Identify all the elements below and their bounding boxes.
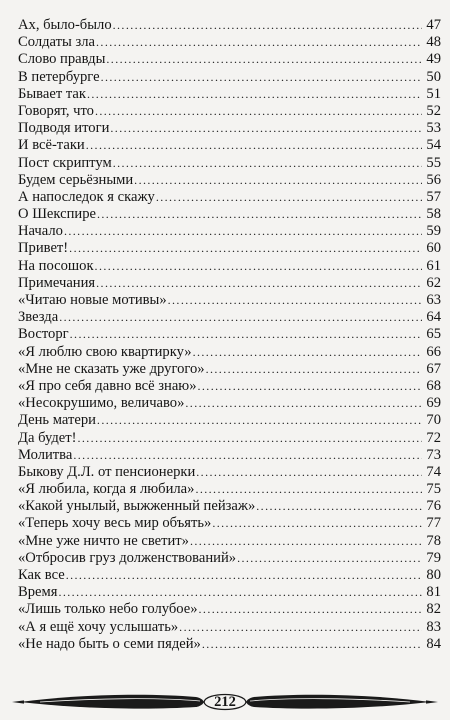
toc-entry-page-number: 67 <box>426 360 441 377</box>
dot-leader <box>156 189 422 206</box>
toc-entry-page-number: 56 <box>426 171 441 188</box>
toc-entry-title: О Шекспире <box>18 206 96 223</box>
toc-entry <box>18 464 441 481</box>
toc-entry <box>18 361 441 378</box>
dot-leader <box>96 34 422 51</box>
toc-entry-page-number: 65 <box>426 326 441 343</box>
dot-leader <box>73 447 422 464</box>
toc-entry <box>18 51 441 68</box>
toc-entry-page-number: 66 <box>426 343 441 360</box>
dot-leader <box>77 430 422 447</box>
toc-entry <box>18 636 441 653</box>
toc-entry-title: Как все <box>18 567 65 583</box>
dot-leader <box>185 395 422 412</box>
toc-entry-title: Подводя итоги <box>18 120 110 137</box>
toc-entry <box>18 69 441 86</box>
toc-entry-title: Привет! <box>18 240 69 257</box>
toc-entry-title: «Какой унылый, выжженный пейзаж» <box>18 498 256 515</box>
toc-entry <box>18 223 441 240</box>
toc-entry-page-number: 63 <box>426 292 441 308</box>
toc-entry-page-number: 51 <box>426 85 441 102</box>
toc-entry-page-number: 76 <box>426 498 441 515</box>
dot-leader <box>237 550 422 567</box>
toc-entry-page-number: 75 <box>426 481 441 498</box>
toc-entry-title: «Я люблю свою квартирку» <box>18 343 192 360</box>
dot-leader <box>212 515 422 532</box>
toc-entry-title: Быкову Д.Л. от пенсионерки <box>18 463 196 480</box>
toc-entry-page-number: 55 <box>426 154 441 171</box>
toc-entry-title: «Не надо быть о семи пядей» <box>18 635 201 652</box>
toc-entry <box>18 619 441 636</box>
toc-entry-title: Слово правды <box>18 51 106 68</box>
toc-entry-page-number: 78 <box>426 532 441 549</box>
toc-entry-page-number: 47 <box>426 17 441 33</box>
toc-entry <box>18 120 441 137</box>
toc-entry-page-number: 68 <box>426 377 441 394</box>
toc-entry-title: Молитва <box>18 446 73 463</box>
toc-entry <box>18 206 441 223</box>
toc-entry-page-number: 77 <box>426 515 441 532</box>
dot-leader <box>95 103 422 120</box>
toc-entry <box>18 275 441 292</box>
toc-entry <box>18 567 441 584</box>
dot-leader <box>113 155 422 172</box>
dot-leader <box>195 481 422 498</box>
toc-entry-page-number: 84 <box>426 635 441 652</box>
toc-entry-title: «Отбросив груз долженствований» <box>18 549 237 566</box>
toc-entry-title: Ах, было-было <box>18 17 112 33</box>
toc-entry <box>18 430 441 447</box>
dot-leader <box>168 292 422 309</box>
toc-entry-page-number: 61 <box>426 257 441 274</box>
dot-leader <box>95 258 422 275</box>
toc-entry-title: На посошок <box>18 257 94 274</box>
toc-entry <box>18 137 441 154</box>
toc-entry-page-number: 80 <box>426 567 441 583</box>
dot-leader <box>110 120 422 137</box>
toc-entry-title: Звезда <box>18 309 59 326</box>
toc-entry-page-number: 69 <box>426 395 441 412</box>
toc-entry-title: Солдаты зла <box>18 34 96 51</box>
toc-entry-page-number: 59 <box>426 223 441 240</box>
toc-entry <box>18 17 441 34</box>
toc-entry-title: Начало <box>18 223 63 240</box>
dot-leader <box>59 309 422 326</box>
toc-entry <box>18 86 441 103</box>
toc-entry <box>18 189 441 206</box>
dot-leader <box>86 137 422 154</box>
toc-entry-page-number: 53 <box>426 120 441 137</box>
dot-leader <box>69 240 422 257</box>
toc-entry-title: Пост скриптум <box>18 154 112 171</box>
toc-entry-page-number: 52 <box>426 102 441 119</box>
dot-leader <box>97 412 422 429</box>
dot-leader <box>113 17 422 34</box>
toc-entry-title: Примечания <box>18 274 96 291</box>
toc-entry-title: «Теперь хочу весь мир объять» <box>18 515 212 532</box>
toc-entry <box>18 481 441 498</box>
toc-entry-title: Говорят, что <box>18 102 94 119</box>
toc-entry <box>18 309 441 326</box>
toc-entry-page-number: 54 <box>426 137 441 154</box>
toc-entry <box>18 498 441 515</box>
dot-leader <box>96 275 422 292</box>
toc-entry-title: Время <box>18 584 58 601</box>
toc-entry <box>18 601 441 618</box>
toc-entry-page-number: 81 <box>426 584 441 601</box>
dot-leader <box>196 464 422 481</box>
toc-entry-page-number: 57 <box>426 188 441 205</box>
dot-leader <box>193 344 422 361</box>
toc-entry <box>18 155 441 172</box>
toc-entry-page-number: 70 <box>426 412 441 429</box>
dot-leader <box>179 619 422 636</box>
toc-entry-page-number: 60 <box>426 240 441 257</box>
dot-leader <box>64 223 422 240</box>
toc-entry <box>18 584 441 601</box>
toc-entry-page-number: 58 <box>426 206 441 223</box>
toc-entry-page-number: 48 <box>426 34 441 51</box>
toc-entry <box>18 447 441 464</box>
dot-leader <box>202 636 422 653</box>
toc-entry <box>18 292 441 309</box>
toc-entry-title: «Я любила, когда я любила» <box>18 481 195 498</box>
toc-entry-title: «Читаю новые мотивы» <box>18 292 167 308</box>
toc-entry-title: И всё-таки <box>18 137 85 154</box>
toc-entry <box>18 240 441 257</box>
dot-leader <box>58 584 422 601</box>
dot-leader <box>199 601 422 618</box>
dot-leader <box>106 51 422 68</box>
toc-entry-page-number: 64 <box>426 309 441 326</box>
toc-entry <box>18 344 441 361</box>
dot-leader <box>134 172 422 189</box>
toc-entry-page-number: 79 <box>426 549 441 566</box>
toc-entry-page-number: 62 <box>426 274 441 291</box>
toc-entry <box>18 258 441 275</box>
toc-entry <box>18 412 441 429</box>
toc-entry-title: «А я ещё хочу услышать» <box>18 618 179 635</box>
toc-entry-page-number: 72 <box>426 429 441 446</box>
toc-entry-title: Да будет! <box>18 429 77 446</box>
toc-entry-title: «Лишь только небо голубое» <box>18 601 198 618</box>
toc-entry-title: «Мне уже ничто не светит» <box>18 532 189 549</box>
toc-entry <box>18 550 441 567</box>
toc-entry <box>18 103 441 120</box>
toc-entry-page-number: 73 <box>426 446 441 463</box>
toc-entry-page-number: 82 <box>426 601 441 618</box>
dot-leader <box>190 533 422 550</box>
toc-entry-title: «Мне не сказать уже другого» <box>18 360 205 377</box>
dot-leader <box>256 498 422 515</box>
toc-entry <box>18 378 441 395</box>
dot-leader <box>70 326 422 343</box>
toc-entry <box>18 172 441 189</box>
toc-entry-title: В петербурге <box>18 68 100 85</box>
dot-leader <box>66 567 422 584</box>
toc-entry-page-number: 74 <box>426 463 441 480</box>
toc-entry-title: Бывает так <box>18 85 86 102</box>
toc-entry-title: «Несокрушимо, величаво» <box>18 395 185 412</box>
toc-entry-title: Восторг <box>18 326 69 343</box>
table-of-contents <box>18 17 441 653</box>
toc-entry-page-number: 49 <box>426 51 441 68</box>
toc-entry <box>18 533 441 550</box>
toc-entry-title: Будем серьёзными <box>18 171 134 188</box>
dot-leader <box>87 86 422 103</box>
dot-leader <box>198 378 423 395</box>
toc-entry <box>18 326 441 343</box>
toc-entry-title: А напоследок я скажу <box>18 188 155 205</box>
dot-leader <box>101 69 422 86</box>
dot-leader <box>206 361 422 378</box>
toc-entry <box>18 395 441 412</box>
toc-entry <box>18 515 441 532</box>
toc-entry-title: «Я про себя давно всё знаю» <box>18 377 197 394</box>
toc-entry-page-number: 83 <box>426 618 441 635</box>
page-number: 212 <box>214 694 236 710</box>
toc-entry-page-number: 50 <box>426 68 441 85</box>
dot-leader <box>97 206 422 223</box>
toc-entry-title: День матери <box>18 412 96 429</box>
toc-entry <box>18 34 441 51</box>
